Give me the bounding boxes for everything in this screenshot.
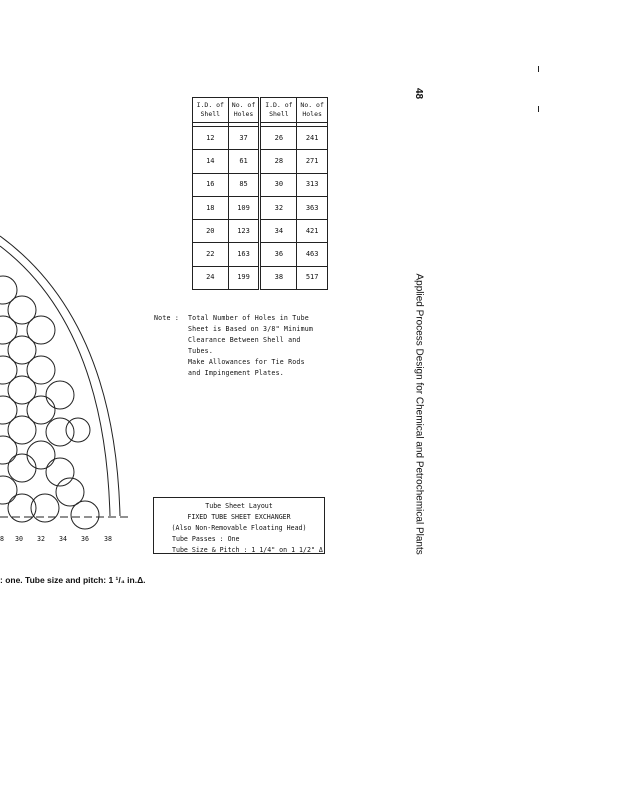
axis-label: 38 <box>104 535 112 543</box>
holes-table <box>192 97 328 290</box>
col-header-id-shell-2: I.D. of Shell <box>260 98 297 123</box>
table-cell: 38 <box>260 266 297 289</box>
running-head: Applied Process Design for Chemical and Petrochemical Plants <box>413 273 425 555</box>
table-cell: 12 <box>193 127 229 150</box>
table-cell: 463 <box>297 243 328 266</box>
page-number: 48 <box>413 87 425 100</box>
table-cell: 199 <box>228 266 260 289</box>
note-label: Note : <box>154 314 180 322</box>
table-cell: 32 <box>260 196 297 219</box>
table-cell: 26 <box>260 127 297 150</box>
col-header-no-holes-2: No. of Holes <box>297 98 328 123</box>
crop-mark <box>538 106 539 112</box>
note-line: Make Allowances for Tie Rods <box>188 358 305 366</box>
title-block <box>153 497 325 554</box>
tube-holes <box>0 276 99 529</box>
table-cell: 61 <box>228 150 260 173</box>
note-line: Total Number of Holes in Tube <box>188 314 309 322</box>
table-cell: 24 <box>193 266 229 289</box>
table-row <box>193 243 328 266</box>
table-cell: 85 <box>228 173 260 196</box>
table-cell: 313 <box>297 173 328 196</box>
table-cell: 123 <box>228 220 260 243</box>
figure-caption: : one. Tube size and pitch: 1 ¹/₄ in.Δ. <box>0 575 146 585</box>
axis-label: 34 <box>59 535 67 543</box>
note-block <box>154 313 313 379</box>
note-line: Sheet is Based on 3/8" Minimum <box>188 325 314 333</box>
table-cell: 271 <box>297 150 328 173</box>
table-cell: 30 <box>260 173 297 196</box>
table-cell: 163 <box>228 243 260 266</box>
table-row <box>193 150 328 173</box>
table-row <box>193 266 328 289</box>
table-cell: 22 <box>193 243 229 266</box>
title-line-3: (Also Non-Removable Floating Head) <box>171 524 307 532</box>
note-line: Clearance Between Shell and <box>188 336 301 344</box>
table-cell: 34 <box>260 220 297 243</box>
table-cell: 28 <box>260 150 297 173</box>
axis-label: 30 <box>15 535 23 543</box>
table-row <box>193 196 328 219</box>
table-cell: 14 <box>193 150 229 173</box>
table-cell: 421 <box>297 220 328 243</box>
table-header-row <box>193 98 328 123</box>
title-line-2: FIXED TUBE SHEET EXCHANGER <box>187 513 291 521</box>
table-cell: 363 <box>297 196 328 219</box>
col-header-id-shell-1: I.D. of Shell <box>193 98 229 123</box>
axis-label: 32 <box>37 535 45 543</box>
axis-label: 8 <box>0 535 4 543</box>
table-row <box>193 220 328 243</box>
title-line-1: Tube Sheet Layout <box>205 502 273 510</box>
axis-label: 36 <box>81 535 89 543</box>
table-cell: 36 <box>260 243 297 266</box>
col-header-no-holes-1: No. of Holes <box>228 98 260 123</box>
table-cell: 109 <box>228 196 260 219</box>
crop-mark <box>538 66 539 72</box>
shell-arc-outer <box>0 236 120 516</box>
table-cell: 241 <box>297 127 328 150</box>
note-line: Tubes. <box>188 347 214 355</box>
title-line-5: Tube Size & Pitch : 1 1/4" on 1 1/2" Δ <box>172 546 323 554</box>
table-cell: 37 <box>228 127 260 150</box>
table-cell: 16 <box>193 173 229 196</box>
table-row <box>193 127 328 150</box>
table-cell: 517 <box>297 266 328 289</box>
table-cell: 20 <box>193 220 229 243</box>
title-line-4: Tube Passes : One <box>172 535 240 543</box>
table-cell: 18 <box>193 196 229 219</box>
table-row <box>193 173 328 196</box>
note-line: and Impingement Plates. <box>188 369 284 377</box>
